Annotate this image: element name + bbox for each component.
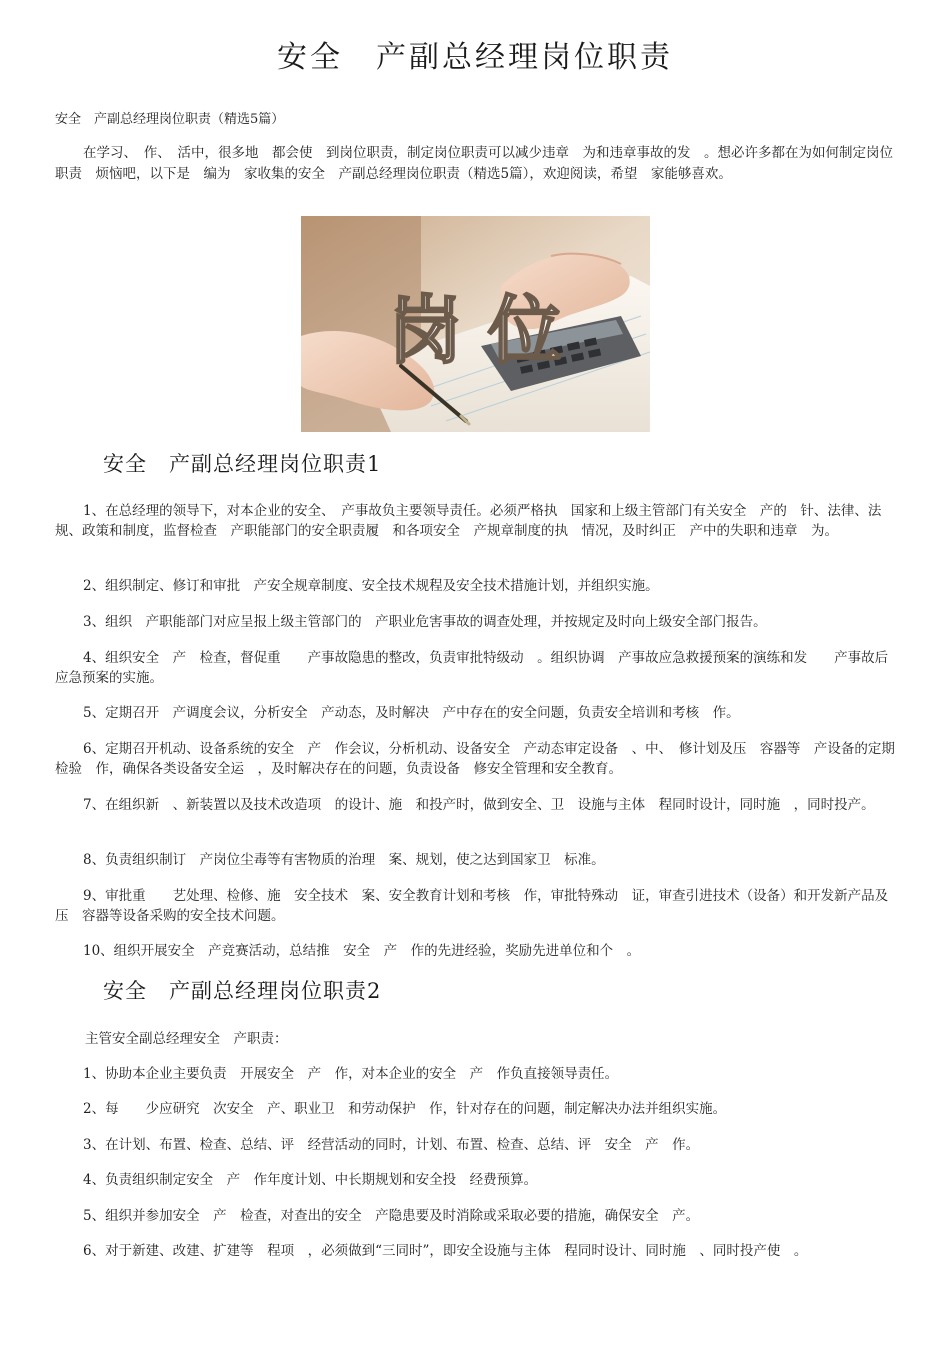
page-title: 安全 产副总经理岗位职责 bbox=[277, 40, 673, 75]
section2-item-3: 3、在计划、布置、检查、总结、评 经营活动的同时，计划、布置、检查、总结、评 安全 产 作。 bbox=[83, 1137, 700, 1153]
section1-item-8: 8、负责组织制订 产岗位尘毒等有害物质的治理 案、规划，使之达到国家卫 标准。 bbox=[83, 852, 605, 868]
document-subtitle: 安全 产副总经理岗位职责（精选5篇） bbox=[55, 112, 285, 127]
section1-item-4: 4、组织安全 产 检查，督促重 产事故隐患的整改，负责审批特级动 。组织协调 产事故应急救援预案的演练和发 产事故后应急预案的实施。 bbox=[55, 650, 889, 686]
section-heading-2: 安全 产副总经理岗位职责2 bbox=[103, 979, 382, 1003]
section1-item-7: 7、在组织新 、新装置以及技术改造项 的设计、施 和投产时，做到安全、卫 设施与主体 程同时设计，同时施 ，同时投产。 bbox=[83, 797, 875, 813]
section1-item-5: 5、定期召开 产调度会议，分析安全 产动态，及时解决 产中存在的安全问题，负责安全培训和考核 作。 bbox=[83, 705, 740, 721]
section1-item-3: 3、组织 产职能部门对应呈报上级主管部门的 产职业危害事故的调查处理，并按规定及时向上级安全部门报告。 bbox=[83, 614, 767, 630]
section2-item-4: 4、负责组织制定安全 产 作年度计划、中长期规划和安全投 经费预算。 bbox=[83, 1172, 538, 1188]
section1-item-9: 9、审批重 艺处理、检修、施 安全技术 案、安全教育计划和考核 作，审批特殊动 证，审查引进技术（设备）和开发新产品及压 容器等设备采购的安全技术问题。 bbox=[55, 888, 889, 924]
section2-item-5: 5、组织并参加安全 产 检查，对查出的安全 产隐患要及时消除或采取必要的措施，确保安全 产。 bbox=[83, 1208, 700, 1224]
intro-paragraph: 在学习、 作、 活中，很多地 都会使 到岗位职责，制定岗位职责可以减少违章 为和违章事故的发 。想必许多都在为如何制定岗位职责 烦恼吧，以下是 编为 家收集的安全 产副总经理岗位职责（精选5篇），欢迎阅读，希望 家能够喜欢。 bbox=[55, 145, 893, 182]
section2-lead: 主管安全副总经理安全 产职责： bbox=[85, 1031, 288, 1047]
section2-item-6: 6、对于新建、改建、扩建等 程项 ，必须做到“三同时”，即安全设施与主体 程同时设计、同时施 、同时投产使 。 bbox=[83, 1243, 808, 1259]
section-heading-1: 安全 产副总经理岗位职责1 bbox=[103, 452, 382, 476]
section2-item-1: 1、协助本企业主要负责 开展安全 产 作，对本企业的安全 产 作负直接领导责任。 bbox=[83, 1066, 619, 1082]
image-caption-text: 岗 位 bbox=[388, 288, 562, 374]
section2-item-2: 2、每 少应研究 次安全 产、职业卫 和劳动保护 作，针对存在的问题，制定解决办法并组织实施。 bbox=[83, 1101, 727, 1117]
article-photo bbox=[301, 216, 650, 432]
section1-item-2: 2、组织制定、修订和审批 产安全规章制度、安全技术规程及安全技术措施计划，并组织实施。 bbox=[83, 578, 659, 594]
section1-item-10: 10、组织开展安全 产竞赛活动，总结推 安全 产 作的先进经验，奖励先进单位和个 。 bbox=[83, 943, 641, 959]
section1-item-6: 6、定期召开机动、设备系统的安全 产 作会议，分析机动、设备安全 产动态审定设备 、中、 修计划及压 容器等 产设备的定期检验 作，确保各类设备安全运 ，及时解决存在的问题，负责设备 修安全管理和安全教育。 bbox=[55, 741, 895, 777]
section1-item-1: 1、在总经理的领导下，对本企业的安全、 产事故负主要领导责任。必须严格执 国家和上级主管部门有关安全 产的 针、法律、法规、政策和制度，监督检查 产职能部门的安全职责履 和各项安全 产规章制度的执 情况，及时纠正 产中的失职和违章 为。 bbox=[55, 503, 882, 539]
